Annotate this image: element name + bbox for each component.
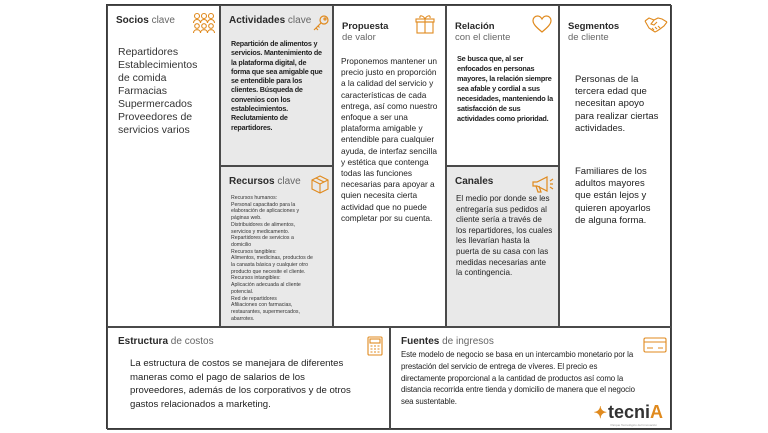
list-item: abarrotes. (231, 315, 255, 322)
people-icon (192, 12, 216, 34)
list-item: domicilio (231, 241, 252, 248)
list-item: servicios y medicamento. (231, 228, 290, 235)
ingresos-text: Este modelo de negocio se basa en un intercambio monetario por la prestación del servicio de entrega de víveres. El precio es directamente proporcional a la cantidad de productos así como la distancia recorrida entre tienda y domicilio de manera que el negocio sea sustentable. (401, 350, 635, 407)
fuentes-ingresos-block (390, 327, 672, 430)
costos-title: Estructura de costos (118, 336, 214, 347)
list-item: Aplicación adecuada al cliente (231, 282, 301, 289)
relacion-cliente-block (446, 5, 559, 166)
tecnia-logo: ✦tecniA (593, 402, 663, 422)
list-item: Recursos humanos: (231, 195, 278, 201)
segmentos-title: Segmentos de cliente (568, 21, 620, 43)
list-item: Supermercados (118, 98, 193, 110)
box-icon (309, 173, 331, 195)
estructura-costos-block (107, 327, 390, 430)
list-item: Red de repartidores (231, 295, 277, 302)
list-item: Recursos intangibles: (231, 275, 281, 282)
megaphone-icon (531, 174, 555, 194)
actividades-clave-block (220, 5, 333, 166)
list-item: Repartidores (118, 46, 179, 58)
socios-list (118, 46, 197, 137)
list-item: la canasta básica y cualquier otro (231, 262, 308, 269)
canales-block (446, 166, 559, 327)
list-item: Afiliaciones con farmacias, (231, 302, 293, 309)
list-item: Establecimientos (118, 59, 198, 71)
list-item: Distribuidores de alimentos, (231, 221, 296, 228)
propuesta-valor-block (333, 5, 446, 327)
list-item: de comida (118, 72, 167, 84)
propuesta-text: Proponemos mantener un precio justo en proporción a la calidad del servicio y características de cada entrega, así como nuestro enfoque a ser una plataforma amigable y entendible para cualquier ayuda, de interfaz sencilla y estética que contenga todas las funciones necesarias para apoyar a quien necesita cierta actividad que no puede completar por su cuenta. (341, 56, 438, 223)
costos-text: La estructura de costos se manejara de diferentes maneras como el pago de salarios de los proveedores, además de los corporativos y de otros gastos relacionados a marketing. (130, 358, 351, 410)
canales-text: El medio por donde se les entregaría sus pedidos al cliente sería a través de los repartidores, los cuales les llevarían hasta la puerta de su casa con las medidas necesarias ante la contingencia. (456, 194, 553, 278)
segmentos-text-2: Familiares de los adultos mayores que están lejos y quieren apoyarlos de alguna forma. (575, 166, 651, 226)
segmentos-cliente-block (559, 5, 672, 327)
segmentos-text-1: Personas de la tercera edad que necesitan apoyo para realizar ciertas actividades. (575, 74, 659, 134)
relacion-text: Se busca que, al ser enfocados en personas mayores, la relación siempre sea afable y cordial a sus necesidades, manteniendo la satisfacción de sus actividades como prioridad. (457, 54, 553, 123)
list-item: elaboración de aplicaciones y (231, 208, 300, 215)
gift-icon (414, 13, 436, 35)
propuesta-title: Propuesta de valor (342, 21, 389, 43)
recursos-title: Recursos clave (229, 176, 301, 187)
socios-title: Socios clave (116, 15, 175, 26)
list-item: Alimentos, medicinas, productos de (231, 255, 313, 262)
list-item: Personal capacitado para la (231, 201, 296, 208)
handshake-icon (644, 14, 668, 34)
list-item: producto que necesite el cliente. (231, 268, 306, 275)
key-icon (312, 14, 330, 32)
list-item: Farmacias (118, 85, 168, 97)
list-item: Proveedores de (118, 111, 193, 123)
heart-icon (531, 14, 553, 34)
tecnia-tagline: Parque Tecnológico del Innovación (610, 423, 657, 427)
recursos-clave-block (220, 166, 333, 327)
recursos-list (231, 195, 331, 322)
canales-title: Canales (455, 176, 494, 187)
list-item: Repartidores de servicios a (231, 235, 294, 242)
credit-card-icon (643, 336, 667, 354)
socios-clave-block (107, 5, 220, 327)
list-item: restaurantes, supermercados, (231, 308, 300, 315)
list-item: páginas web. (231, 215, 262, 222)
relacion-title: Relación con el cliente (455, 21, 511, 43)
calculator-icon (366, 336, 384, 356)
list-item: potencial. (231, 288, 254, 295)
list-item: Recursos tangibles: (231, 248, 277, 255)
list-item: servicios varios (118, 124, 190, 136)
ingresos-title: Fuentes de ingresos (401, 336, 494, 347)
business-model-canvas (106, 4, 671, 429)
actividades-text: Repartición de alimentos y servicios. Mantenimiento de la plataforma digital, de forma que sea amigable que se entendible para los clientes. Búsqueda de convenios con los establecimientos. Reclutamiento de repartidores. (231, 39, 323, 132)
actividades-title: Actividades clave (229, 15, 312, 26)
